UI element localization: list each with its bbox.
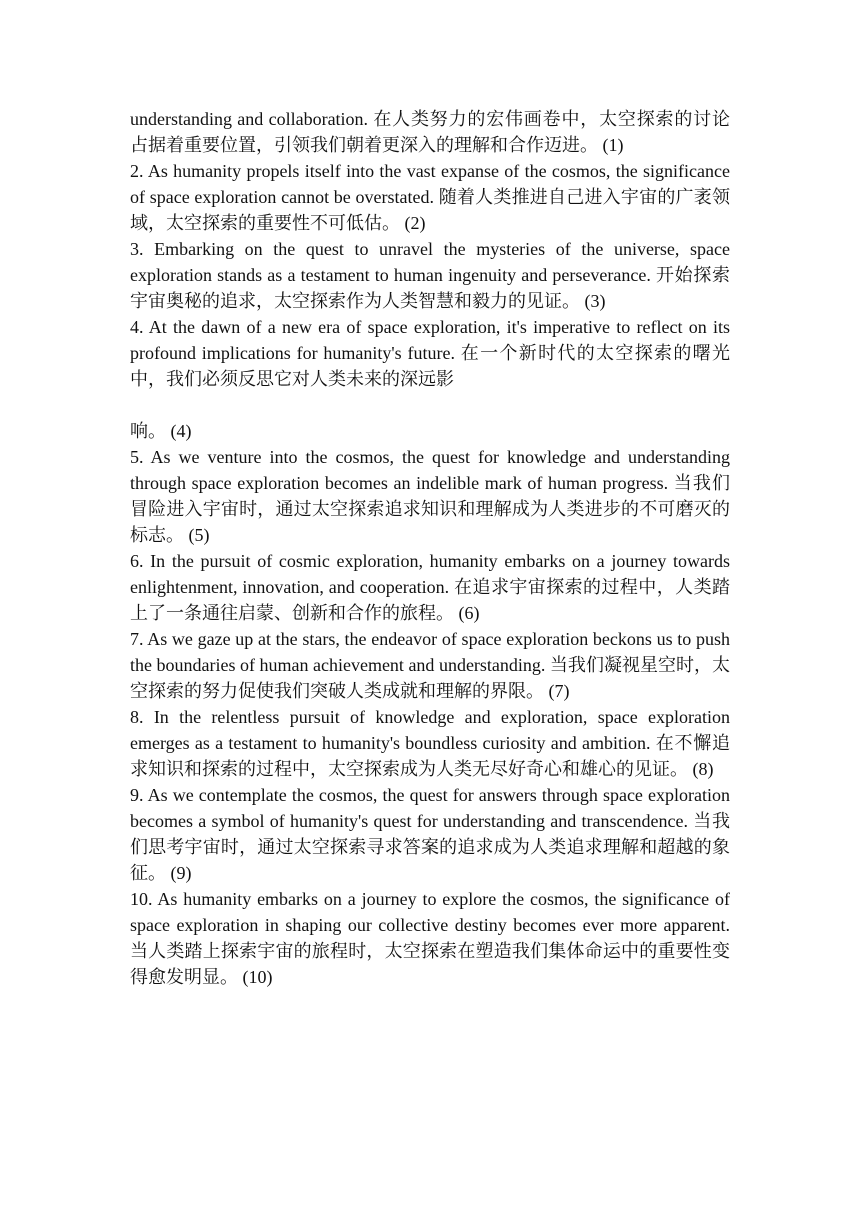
paragraph-4-continued: 响。 (4) xyxy=(130,421,192,441)
paragraph-8: 8. In the relentless pursuit of knowledge and exploration, space exploration emerges as a testament to humanity's boundless curiosity and ambition. 在不懈追求知识和探索的过程中，太空探索成为人类无尽好奇心和雄心的见证。 (8) xyxy=(130,707,730,779)
paragraph-1: understanding and collaboration. 在人类努力的宏伟画卷中，太空探索的讨论占据着重要位置，引领我们朝着更深入的理解和合作迈进。 (1) xyxy=(130,109,730,155)
paragraph-7: 7. As we gaze up at the stars, the endeavor of space exploration beckons us to push the boundaries of human achievement and understanding. 当我们凝视星空时，太空探索的努力促使我们突破人类成就和理解的界限。 (7) xyxy=(130,629,730,701)
paragraph-10: 10. As humanity embarks on a journey to explore the cosmos, the significance of space exploration in shaping our collective destiny becomes ever more apparent. 当人类踏上探索宇宙的旅程时，太空探索在塑造我们集体命运中的重要性变得愈发明显。 (10) xyxy=(130,889,730,987)
paragraph-4: 4. At the dawn of a new era of space exploration, it's imperative to reflect on its profound implications for humanity's future. 在一个新时代的太空探索的曙光中，我们必须反思它对人类未来的深远影 xyxy=(130,317,730,389)
paragraph-3: 3. Embarking on the quest to unravel the mysteries of the universe, space exploration stands as a testament to human ingenuity and perseverance. 开始探索宇宙奥秘的追求，太空探索作为人类智慧和毅力的见证。 (3) xyxy=(130,239,730,311)
paragraph-6: 6. In the pursuit of cosmic exploration, humanity embarks on a journey towards enlightenment, innovation, and cooperation. 在追求宇宙探索的过程中，人类踏上了一条通往启蒙、创新和合作的旅程。 (6) xyxy=(130,551,730,623)
paragraph-9: 9. As we contemplate the cosmos, the quest for answers through space exploration becomes a symbol of humanity's quest for understanding and transcendence. 当我们思考宇宙时，通过太空探索寻求答案的追求成为人类追求理解和超越的象征。 (9) xyxy=(130,785,730,883)
paragraph-5: 5. As we venture into the cosmos, the quest for knowledge and understanding through space exploration becomes an indelible mark of human progress. 当我们冒险进入宇宙时，通过太空探索追求知识和理解成为人类进步的不可磨灭的标志。 (5) xyxy=(130,447,730,545)
document-body xyxy=(130,106,730,990)
paragraph-2: 2. As humanity propels itself into the vast expanse of the cosmos, the significance of space exploration cannot be overstated. 随着人类推进自己进入宇宙的广袤领域，太空探索的重要性不可低估。 (2) xyxy=(130,161,730,233)
paragraph-gap xyxy=(130,392,730,418)
